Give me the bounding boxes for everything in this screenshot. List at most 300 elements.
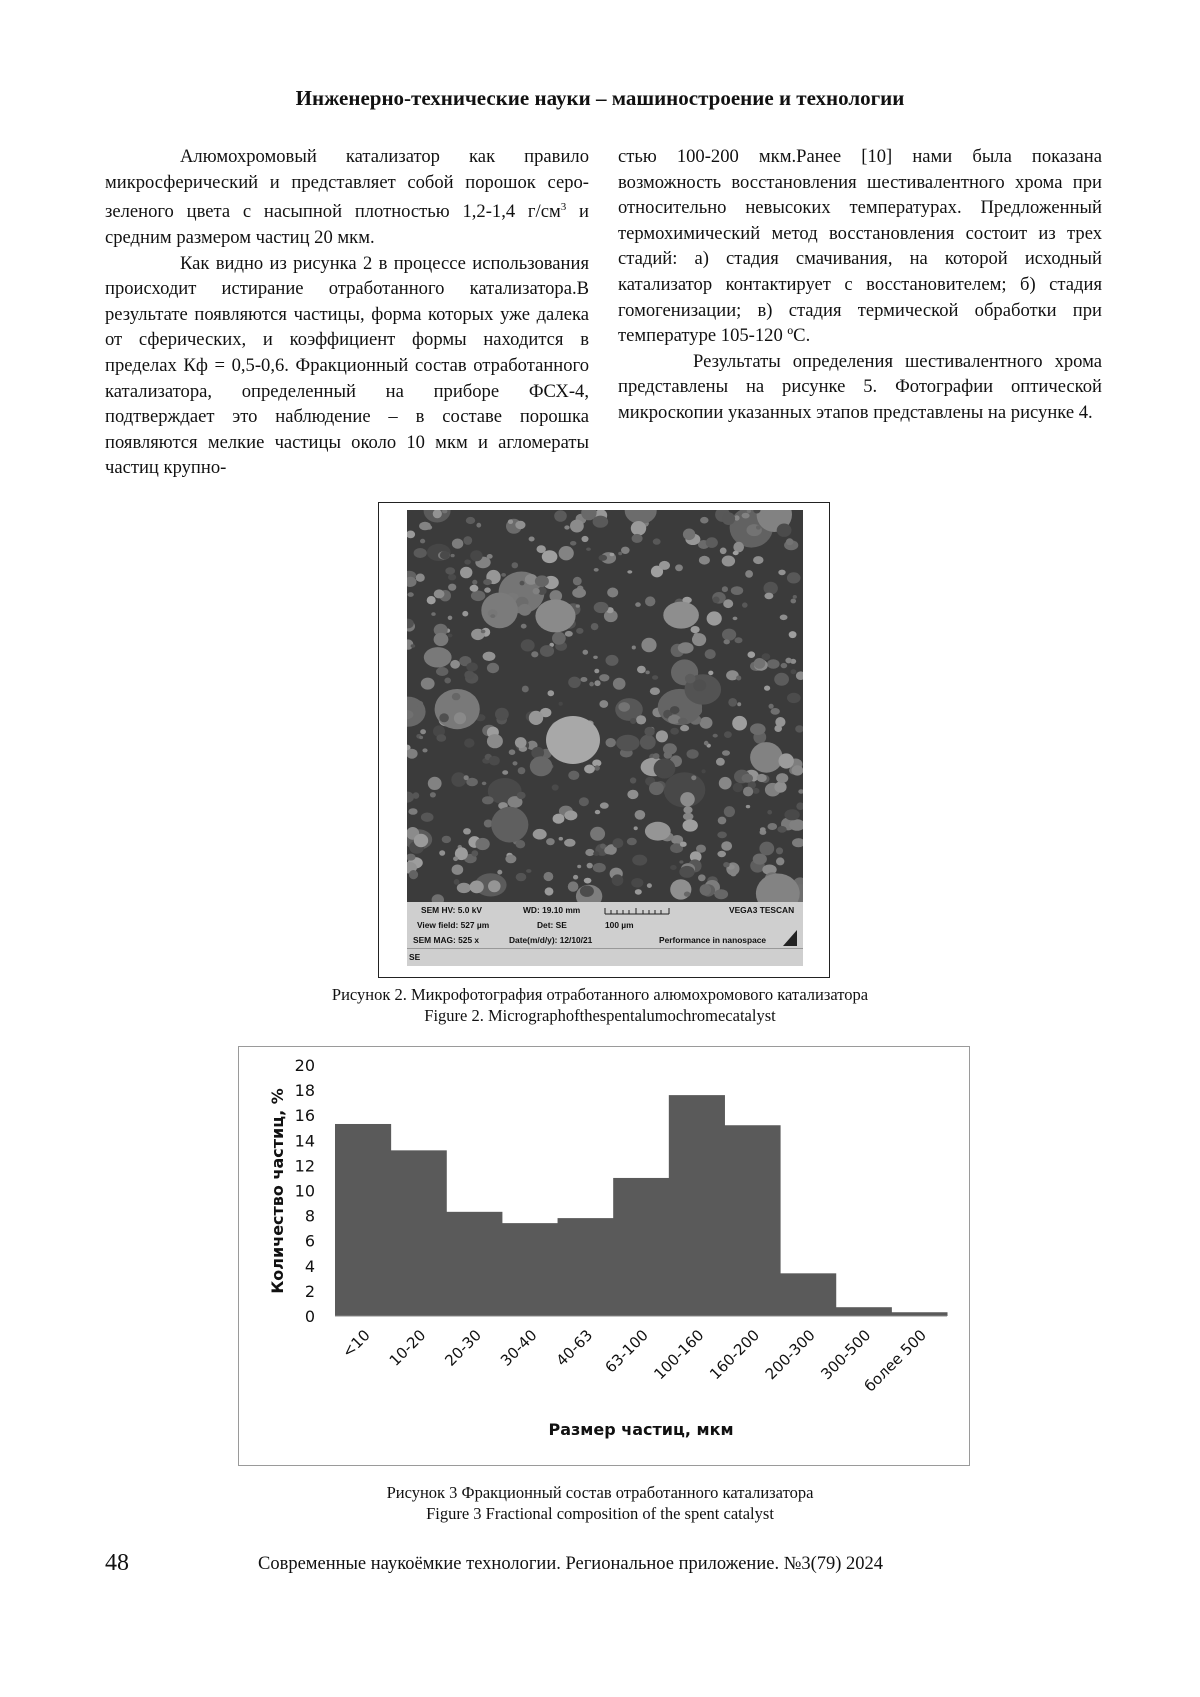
particle bbox=[776, 773, 788, 783]
particle bbox=[470, 585, 479, 592]
particle bbox=[573, 875, 578, 880]
particle bbox=[450, 660, 460, 669]
particle bbox=[594, 602, 609, 613]
particle bbox=[754, 658, 766, 669]
particle bbox=[627, 790, 638, 799]
particle bbox=[764, 582, 778, 595]
particle bbox=[535, 599, 575, 632]
particle bbox=[714, 889, 728, 899]
particle bbox=[743, 787, 753, 797]
particle bbox=[593, 851, 599, 856]
particle bbox=[476, 523, 481, 528]
figure3-caption-en: Figure 3 Fractional composition of the spent catalyst bbox=[426, 1504, 774, 1523]
particle bbox=[728, 698, 737, 707]
particle bbox=[613, 678, 626, 690]
particle bbox=[600, 844, 606, 849]
particle bbox=[650, 687, 660, 695]
figure3-chart-frame bbox=[238, 1046, 970, 1466]
particle bbox=[679, 866, 694, 878]
particle bbox=[590, 827, 605, 841]
particle bbox=[594, 568, 599, 572]
particle bbox=[652, 675, 658, 680]
right-column bbox=[618, 144, 1102, 426]
particle bbox=[431, 612, 435, 616]
particle bbox=[610, 553, 615, 556]
particle bbox=[572, 588, 586, 598]
bar-1 bbox=[335, 1124, 391, 1316]
particle bbox=[521, 639, 535, 651]
particle bbox=[644, 727, 654, 736]
particle bbox=[587, 863, 593, 869]
particle bbox=[627, 838, 637, 845]
particle bbox=[713, 734, 718, 738]
particle bbox=[636, 715, 646, 724]
particle bbox=[670, 865, 677, 870]
superscript-three: 3 bbox=[560, 201, 567, 214]
particle bbox=[497, 870, 502, 875]
particle bbox=[659, 561, 670, 570]
particle bbox=[518, 604, 531, 616]
particle bbox=[482, 782, 487, 786]
particle bbox=[745, 570, 753, 578]
particle bbox=[693, 679, 706, 691]
particle bbox=[722, 750, 730, 756]
particle bbox=[717, 851, 726, 857]
particle bbox=[687, 749, 699, 758]
particle bbox=[466, 517, 475, 524]
particle bbox=[721, 841, 732, 851]
particle bbox=[533, 829, 547, 840]
x-axis-title: Размер частиц, мкм bbox=[548, 1420, 734, 1439]
particle bbox=[517, 792, 526, 799]
particle bbox=[436, 667, 448, 676]
particle bbox=[420, 539, 425, 544]
particle bbox=[416, 574, 425, 582]
particle bbox=[454, 712, 466, 724]
x-tick-label: 10-20 bbox=[385, 1326, 430, 1370]
particle bbox=[512, 562, 519, 568]
particle bbox=[584, 765, 595, 774]
sem-date: Date(m/d/y): 12/10/21 bbox=[509, 935, 593, 945]
particle bbox=[470, 881, 484, 894]
x-tick-label: 300-500 bbox=[817, 1326, 875, 1384]
particle bbox=[552, 632, 566, 645]
particle bbox=[585, 849, 594, 856]
particle bbox=[604, 846, 614, 854]
particle bbox=[421, 813, 434, 822]
bar-2 bbox=[391, 1150, 447, 1316]
particle bbox=[631, 521, 646, 536]
particle bbox=[780, 615, 788, 621]
bar-4 bbox=[502, 1223, 558, 1316]
particle bbox=[464, 775, 469, 780]
particle bbox=[701, 769, 705, 773]
particle bbox=[635, 889, 642, 895]
particle bbox=[750, 723, 766, 735]
particle bbox=[777, 524, 792, 537]
particle bbox=[501, 573, 506, 577]
particle bbox=[453, 857, 458, 862]
particle bbox=[419, 522, 431, 531]
particle bbox=[632, 646, 636, 650]
particle bbox=[756, 525, 761, 529]
particle bbox=[700, 517, 708, 524]
particle bbox=[582, 536, 589, 542]
y-tick-label: 8 bbox=[304, 1206, 315, 1226]
particle bbox=[731, 586, 743, 595]
particle bbox=[452, 865, 464, 875]
bar-11 bbox=[891, 1312, 947, 1316]
particle bbox=[464, 738, 474, 747]
particle bbox=[573, 577, 582, 586]
particle bbox=[706, 537, 718, 548]
particle bbox=[481, 593, 518, 629]
particle bbox=[733, 783, 743, 793]
particle bbox=[428, 777, 442, 790]
particle bbox=[678, 642, 694, 653]
left-column bbox=[105, 144, 589, 481]
particle bbox=[645, 822, 671, 841]
particle bbox=[663, 602, 699, 629]
particle bbox=[733, 542, 744, 553]
particle bbox=[448, 616, 453, 620]
y-tick-label: 14 bbox=[294, 1131, 315, 1151]
particle bbox=[767, 810, 772, 815]
particle bbox=[776, 857, 784, 865]
particle bbox=[787, 572, 801, 583]
particle bbox=[786, 538, 794, 545]
particle bbox=[408, 808, 417, 815]
particle bbox=[470, 550, 482, 561]
particle bbox=[579, 797, 589, 806]
particle bbox=[722, 512, 735, 525]
particle bbox=[537, 545, 546, 553]
particle bbox=[490, 614, 495, 618]
particle bbox=[768, 823, 778, 830]
particle bbox=[656, 730, 668, 742]
particle bbox=[576, 628, 583, 634]
particle bbox=[407, 592, 413, 597]
particle bbox=[452, 539, 463, 549]
particle bbox=[779, 753, 794, 768]
particle bbox=[641, 638, 656, 653]
x-tick-label: 30-40 bbox=[497, 1326, 541, 1370]
particle bbox=[540, 645, 554, 657]
bar-3 bbox=[446, 1212, 502, 1316]
particle bbox=[594, 765, 600, 770]
y-tick-label: 16 bbox=[294, 1106, 315, 1126]
particle bbox=[612, 874, 624, 886]
particle bbox=[640, 735, 656, 750]
paragraph-catalyst-description: Алюмохромовый катализатор как правило микросферический и представляет собой порошок серо-зеленого цвета с насыпной плотностью 1,2-1,4 $г/см^3$ и средним размером частиц 20 мкм. bbox=[105, 146, 589, 248]
particle bbox=[753, 854, 767, 865]
particle bbox=[544, 872, 554, 881]
particle bbox=[600, 802, 609, 808]
particle bbox=[737, 702, 741, 706]
particle bbox=[414, 834, 428, 847]
y-tick-label: 18 bbox=[294, 1081, 315, 1101]
particle bbox=[776, 847, 783, 854]
particle bbox=[724, 731, 732, 738]
particle bbox=[593, 863, 606, 873]
running-header: Инженерно-технические науки – машиностроение и технологии bbox=[295, 86, 905, 110]
particle bbox=[735, 637, 743, 643]
particle bbox=[440, 551, 450, 559]
particle bbox=[565, 631, 573, 637]
particle bbox=[445, 567, 455, 574]
particle bbox=[535, 575, 549, 586]
particle bbox=[471, 850, 478, 856]
particle bbox=[705, 649, 716, 659]
particle bbox=[733, 551, 739, 555]
particle bbox=[733, 617, 738, 621]
particle bbox=[778, 570, 785, 576]
particle bbox=[683, 819, 698, 831]
particle bbox=[518, 767, 526, 774]
particle bbox=[680, 842, 687, 847]
particle bbox=[769, 704, 774, 709]
particle bbox=[599, 700, 608, 708]
particle bbox=[679, 860, 683, 863]
particle bbox=[785, 658, 791, 664]
particle bbox=[774, 782, 786, 793]
particle bbox=[720, 548, 727, 555]
particle bbox=[775, 717, 785, 727]
sem-wd: WD: 19.10 mm bbox=[523, 905, 581, 915]
particle bbox=[488, 880, 501, 892]
bar-7 bbox=[669, 1095, 725, 1316]
large-particle bbox=[546, 716, 600, 764]
y-tick-label: 6 bbox=[304, 1231, 315, 1251]
particle bbox=[413, 792, 420, 799]
sem-perf: Performance in nanospace bbox=[659, 935, 767, 945]
x-tick-label: 20-30 bbox=[441, 1326, 485, 1370]
particle bbox=[508, 519, 513, 524]
paragraph-reduction-method: стью 100-200 мкм.Ранее [10] нами была показана возможность восстановления шестивалентного хрома при относительно невысоких температурах. Предложенный термохимический метод восстановления состоит из трех стадий: а) стадия смачивания, на которой исходный катализатор контактирует с восстановителем; б) стадия гомогенизации; в) стадия термической обработки при температуре 105-120 ºС. bbox=[618, 146, 1102, 347]
y-tick-label: 10 bbox=[294, 1181, 315, 1201]
particle bbox=[717, 832, 727, 839]
particle bbox=[516, 873, 527, 881]
particle bbox=[529, 537, 535, 542]
bar-5 bbox=[558, 1218, 614, 1316]
particle bbox=[554, 510, 567, 522]
y-tick-label: 4 bbox=[304, 1256, 315, 1276]
particle bbox=[457, 883, 471, 893]
particle bbox=[719, 777, 732, 790]
particle bbox=[683, 813, 694, 821]
particle bbox=[436, 734, 446, 741]
y-tick-label: 2 bbox=[304, 1281, 315, 1301]
particle bbox=[568, 881, 579, 891]
particle bbox=[683, 529, 695, 541]
particle bbox=[700, 717, 713, 729]
particle bbox=[718, 817, 727, 825]
particle bbox=[427, 596, 436, 604]
particle bbox=[415, 701, 423, 707]
particle bbox=[466, 662, 478, 671]
y-tick-label: 20 bbox=[294, 1056, 315, 1075]
particle bbox=[791, 599, 797, 604]
particle bbox=[586, 548, 591, 551]
particle bbox=[553, 814, 565, 824]
particle bbox=[434, 633, 449, 646]
sem-scale: 100 µm bbox=[605, 920, 634, 930]
bar-8 bbox=[724, 1125, 780, 1316]
particle bbox=[463, 536, 472, 545]
particle bbox=[515, 521, 525, 529]
particle bbox=[696, 845, 706, 853]
particle bbox=[509, 749, 516, 755]
particle bbox=[791, 669, 797, 674]
particle bbox=[542, 550, 558, 563]
particle bbox=[584, 878, 592, 884]
particle bbox=[699, 556, 710, 565]
particle bbox=[634, 826, 638, 830]
particle bbox=[685, 674, 696, 684]
particle bbox=[421, 678, 435, 690]
particle bbox=[752, 788, 759, 794]
particle bbox=[632, 855, 647, 866]
micrograph-texture bbox=[407, 510, 803, 966]
particle bbox=[789, 631, 797, 638]
particle bbox=[559, 837, 563, 841]
particle bbox=[483, 652, 496, 661]
particle bbox=[736, 676, 741, 681]
particle bbox=[645, 596, 655, 606]
particle bbox=[531, 651, 538, 657]
particle bbox=[618, 702, 630, 712]
bar-6 bbox=[613, 1178, 669, 1316]
particle bbox=[576, 604, 580, 607]
sem-brand: VEGA3 TESCAN bbox=[729, 905, 795, 915]
particle bbox=[439, 850, 445, 856]
page-number: 48 bbox=[105, 1550, 129, 1576]
particle bbox=[748, 651, 756, 658]
particle bbox=[451, 772, 466, 787]
particle bbox=[502, 770, 508, 775]
particle bbox=[764, 593, 773, 600]
particle bbox=[568, 771, 579, 780]
paragraph-abrasion: Как видно из рисунка 2 в процессе использования происходит истирание отработанного катализатора.В результате появляются частицы, форма которых уже далека от сферических, и коэффициент формы находится в пределах Кф = 0,5-0,6. Фракционный состав отработанного катализатора, определенный на приборе ФСХ-4, подтверждает это наблюдение – в составе порошка появляются мелкие частицы около 10 мкм и агломераты частиц крупно- bbox=[105, 252, 589, 479]
particle bbox=[424, 647, 452, 667]
particle bbox=[722, 586, 728, 592]
bar-9 bbox=[780, 1273, 836, 1316]
particle bbox=[649, 782, 664, 795]
particle bbox=[580, 886, 594, 897]
particle bbox=[635, 810, 646, 820]
particle bbox=[482, 796, 494, 804]
particle bbox=[589, 682, 594, 687]
particle bbox=[471, 591, 485, 602]
particle bbox=[594, 669, 599, 674]
particle bbox=[583, 650, 589, 655]
particle bbox=[618, 552, 622, 556]
particle bbox=[606, 738, 616, 747]
particle bbox=[771, 708, 780, 715]
particle bbox=[607, 588, 618, 598]
particle bbox=[781, 663, 788, 668]
sem-hv: SEM HV: 5.0 kV bbox=[421, 905, 482, 915]
particle bbox=[787, 693, 801, 703]
particle bbox=[593, 516, 609, 528]
particle bbox=[613, 838, 624, 848]
particle bbox=[580, 677, 587, 682]
particle bbox=[647, 883, 652, 888]
sem-det: Det: SE bbox=[537, 920, 567, 930]
sem-view-field: View field: 527 µm bbox=[417, 920, 490, 930]
particle bbox=[630, 777, 636, 783]
particle bbox=[691, 626, 700, 633]
bar-10 bbox=[836, 1307, 892, 1316]
x-tick-label: 200-300 bbox=[761, 1326, 819, 1384]
particle bbox=[653, 538, 661, 544]
histogram-chart bbox=[239, 1047, 971, 1467]
particle bbox=[489, 756, 500, 766]
particle bbox=[724, 806, 735, 817]
particle bbox=[760, 827, 766, 832]
sem-info-bar bbox=[407, 902, 803, 948]
particle bbox=[487, 734, 503, 748]
particle bbox=[678, 718, 688, 725]
sem-mag: SEM MAG: 525 x bbox=[413, 935, 480, 945]
particle bbox=[545, 887, 554, 895]
particle bbox=[599, 555, 608, 561]
particle bbox=[704, 741, 709, 746]
particle bbox=[548, 690, 555, 696]
particle bbox=[708, 671, 713, 676]
particle bbox=[464, 671, 474, 680]
particle bbox=[606, 655, 619, 666]
particle bbox=[444, 678, 451, 684]
particle bbox=[784, 809, 799, 820]
scale-bar-icon bbox=[603, 904, 673, 918]
particle bbox=[630, 718, 636, 724]
particle bbox=[505, 855, 516, 864]
y-tick-label: 0 bbox=[304, 1307, 315, 1326]
particle bbox=[591, 623, 599, 630]
particle bbox=[691, 775, 696, 780]
particle bbox=[753, 556, 763, 564]
particle bbox=[442, 836, 451, 843]
particle bbox=[530, 756, 553, 776]
particle bbox=[792, 765, 804, 775]
particle bbox=[713, 597, 720, 604]
particle bbox=[472, 580, 477, 585]
particle bbox=[742, 513, 750, 519]
particle bbox=[516, 840, 526, 848]
particle bbox=[430, 792, 436, 797]
particle bbox=[683, 806, 692, 813]
particle bbox=[513, 761, 518, 765]
particle bbox=[483, 579, 492, 585]
particle bbox=[570, 520, 584, 533]
particle bbox=[451, 554, 455, 557]
x-tick-label: 63-100 bbox=[601, 1326, 652, 1377]
particle bbox=[570, 541, 576, 546]
particle bbox=[698, 874, 706, 881]
particle bbox=[487, 554, 493, 559]
particle bbox=[577, 865, 581, 868]
particle bbox=[593, 656, 598, 659]
particle bbox=[670, 728, 679, 735]
particle bbox=[419, 736, 423, 739]
particle bbox=[724, 639, 730, 644]
particle bbox=[564, 839, 575, 847]
particle bbox=[559, 702, 563, 706]
particle bbox=[750, 742, 783, 773]
particle bbox=[448, 584, 456, 591]
particle bbox=[774, 673, 789, 686]
